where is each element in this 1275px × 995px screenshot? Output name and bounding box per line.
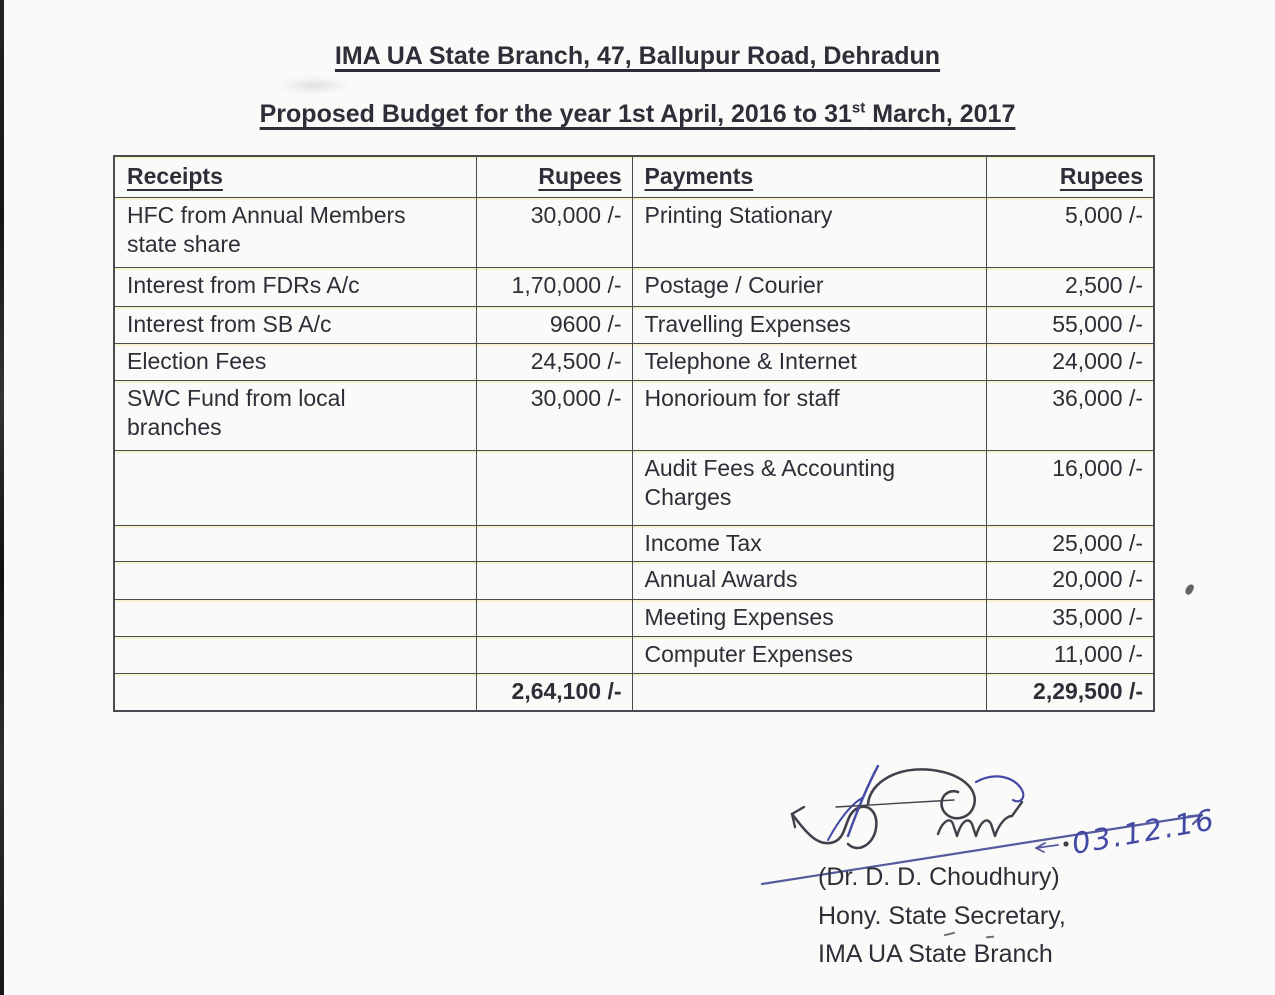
table-row: [114, 267, 1154, 306]
payment-amount-cell: 55,000 /-: [986, 306, 1154, 343]
payment-amount-cell: 11,000 /-: [986, 637, 1154, 674]
document-title-text: IMA UA State Branch, 47, Ballupur Road, Dehradun: [334, 42, 941, 70]
signatory-designation: Hony. State Secretary,: [818, 901, 1066, 930]
document-title: [0, 42, 1275, 71]
budget-table-body: [114, 197, 1154, 674]
table-row: [114, 637, 1154, 674]
payment-amount-cell: 2,500 /-: [986, 267, 1154, 306]
document-subtitle-text: [260, 100, 1016, 128]
scan-smudge: [278, 78, 350, 93]
receipt-amount-cell: [476, 525, 632, 562]
table-row: [114, 343, 1154, 380]
handwritten-date: 03.12.16: [1069, 802, 1219, 861]
rupees-left-header: Rupees: [476, 156, 632, 197]
payment-amount-cell: 24,000 /-: [986, 343, 1154, 380]
receipts-header: Receipts: [114, 156, 476, 197]
payment-cell: Meeting Expenses: [632, 600, 986, 637]
empty-cell: [632, 674, 986, 711]
receipt-cell: [114, 525, 476, 562]
table-row: [114, 450, 1154, 525]
payments-total: 2,29,500 /-: [986, 674, 1154, 711]
table-row: [114, 562, 1154, 600]
receipt-cell: SWC Fund from local branches: [114, 380, 476, 450]
payment-amount-cell: 20,000 /-: [986, 562, 1154, 600]
receipt-amount-cell: 1,70,000 /-: [476, 267, 632, 306]
payment-amount-cell: 36,000 /-: [986, 380, 1154, 450]
receipt-amount-cell: [476, 600, 632, 637]
receipt-amount-cell: 24,500 /-: [476, 343, 632, 380]
subtitle-prefix: Proposed Budget for the year 1st April, 2016 to 31: [259, 100, 852, 129]
receipt-amount-cell: [476, 562, 632, 600]
receipt-cell: [114, 450, 476, 525]
payment-cell: Printing Stationary: [632, 197, 986, 267]
payment-cell: Annual Awards: [632, 562, 986, 600]
signatory-organization: IMA UA State Branch: [818, 940, 1053, 968]
table-row: [114, 525, 1154, 562]
receipt-cell: [114, 562, 476, 600]
payment-amount-cell: 16,000 /-: [986, 450, 1154, 525]
receipt-cell: Interest from FDRs A/c: [114, 267, 476, 306]
receipt-cell: HFC from Annual Members state share: [114, 197, 476, 267]
receipt-amount-cell: 30,000 /-: [476, 197, 632, 267]
table-row: [114, 306, 1154, 343]
payments-header: Payments: [632, 156, 986, 197]
receipt-amount-cell: 30,000 /-: [476, 380, 632, 450]
payment-amount-cell: 5,000 /-: [986, 197, 1154, 267]
payment-cell: Computer Expenses: [632, 637, 986, 674]
budget-table: [113, 155, 1153, 712]
handwritten-signature: [792, 766, 1023, 848]
receipt-cell: Election Fees: [114, 343, 476, 380]
payment-cell: Telephone & Internet: [632, 343, 986, 380]
payment-cell: Honorioum for staff: [632, 380, 986, 450]
totals-row: [114, 674, 1154, 711]
payment-amount-cell: 35,000 /-: [986, 600, 1154, 637]
receipt-cell: Interest from SB A/c: [114, 306, 476, 343]
subtitle-superscript: st: [851, 100, 866, 117]
empty-cell: [114, 674, 476, 711]
receipt-amount-cell: [476, 450, 632, 525]
table-row: [114, 380, 1154, 450]
payment-cell: Travelling Expenses: [632, 306, 986, 343]
payment-cell: Income Tax: [632, 525, 986, 562]
scan-edge-strip: [0, 0, 4, 995]
receipt-amount-cell: [476, 637, 632, 674]
rupees-right-header: Rupees: [986, 156, 1154, 197]
receipt-amount-cell: 9600 /-: [476, 306, 632, 343]
table-header-row: [114, 156, 1154, 197]
table-row: [114, 600, 1154, 637]
subtitle-suffix: March, 2017: [865, 100, 1016, 129]
document-subtitle: [0, 100, 1275, 129]
closing-block: [818, 858, 1066, 974]
receipts-total: 2,64,100 /-: [476, 674, 632, 711]
payment-amount-cell: 25,000 /-: [986, 525, 1154, 562]
payment-cell: Audit Fees & Accounting Charges: [632, 450, 986, 525]
payment-cell: Postage / Courier: [632, 267, 986, 306]
dash-dot-mark: [1036, 841, 1069, 852]
receipt-cell: [114, 637, 476, 674]
ink-speck: [1184, 583, 1195, 596]
table-row: [114, 197, 1154, 267]
receipt-cell: [114, 600, 476, 637]
signatory-name: (Dr. D. D. Choudhury): [818, 863, 1060, 891]
